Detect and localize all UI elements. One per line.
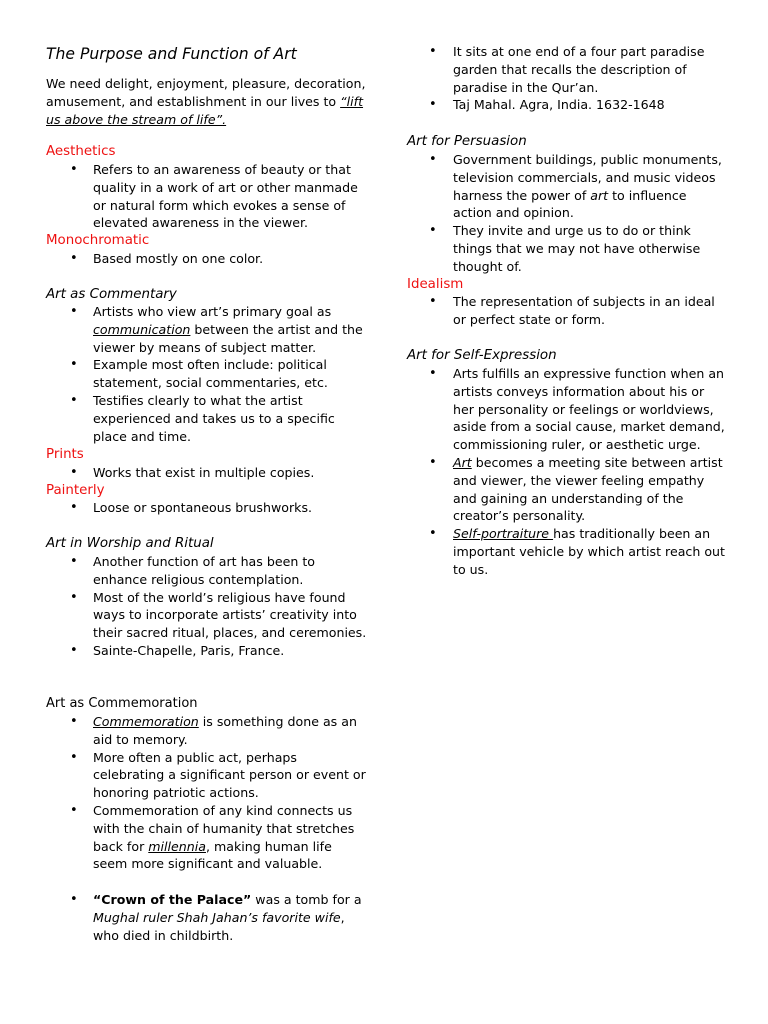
list-item: • Testifies clearly to what the artist experienced and takes us to a specific place and time. <box>46 392 368 445</box>
list-item: • Example most often include: political statement, social commentaries, etc. <box>46 356 368 392</box>
list-item: • They invite and urge us to do or think things that we may not have otherwise thought of. <box>407 222 727 275</box>
list-item: • Commemoration is something done as an aid to memory. <box>46 713 368 749</box>
list-item: • Commemoration of any kind connects us with the chain of humanity that stretches back for millennia, making human life seem more significant and valuable. <box>46 802 368 873</box>
heading-prints: Prints <box>46 447 84 462</box>
page-title: The Purpose and Function of Art <box>46 45 297 63</box>
list-item: • Sainte-Chapelle, Paris, France. <box>46 642 368 660</box>
list-item: • Loose or spontaneous brushworks. <box>46 499 368 517</box>
list-item: • The representation of subjects in an ideal or perfect state or form. <box>407 293 727 329</box>
worship-list <box>46 553 368 660</box>
list-item: • Based mostly on one color. <box>46 250 368 268</box>
list-item: • It sits at one end of a four part paradise garden that recalls the description of paradise in the Qur’an. <box>407 43 727 96</box>
heading-idealism: Idealism <box>407 277 464 292</box>
monochromatic-list <box>46 250 368 268</box>
self-expression-list <box>407 365 727 579</box>
heading-aesthetics: Aesthetics <box>46 144 116 159</box>
list-item: • Another function of art has been to enhance religious contemplation. <box>46 553 368 589</box>
heading-art-for-self-expression: Art for Self-Expression <box>407 348 557 363</box>
commemoration-list <box>46 713 368 873</box>
taj-mahal-list <box>407 43 727 114</box>
heading-art-in-worship: Art in Worship and Ritual <box>46 536 214 551</box>
list-item: • Art becomes a meeting site between artist and viewer, the viewer feeling empathy and gaining an understanding of the creator’s personality. <box>407 454 727 525</box>
heading-art-for-persuasion: Art for Persuasion <box>407 134 527 149</box>
list-item: • Artists who view art’s primary goal as communication between the artist and the viewer by means of subject matter. <box>46 303 368 356</box>
commemoration-list-continued <box>46 891 368 944</box>
aesthetics-list <box>46 161 368 232</box>
list-item: • More often a public act, perhaps celebrating a significant person or event or honoring patriotic actions. <box>46 749 368 802</box>
persuasion-list <box>407 151 727 276</box>
list-item: • Taj Mahal. Agra, India. 1632-1648 <box>407 96 727 114</box>
heading-art-as-commentary: Art as Commentary <box>46 287 177 302</box>
prints-list <box>46 464 368 482</box>
heading-painterly: Painterly <box>46 483 105 498</box>
list-item: • Refers to an awareness of beauty or that quality in a work of art or other manmade or natural form which evokes a sense of elevated awareness in the viewer. <box>46 161 368 232</box>
list-item: • Most of the world’s religious have found ways to incorporate artists’ creativity into their sacred ritual, places, and ceremonies. <box>46 589 368 642</box>
list-item: • Self-portraiture has traditionally been an important vehicle by which artist reach out to us. <box>407 525 727 578</box>
intro-paragraph: We need delight, enjoyment, pleasure, decoration, amusement, and establishment in our lives to “lift us above the stream of life”. <box>46 76 366 127</box>
painterly-list <box>46 499 368 517</box>
idealism-list <box>407 293 727 329</box>
list-item: • “Crown of the Palace” was a tomb for a Mughal ruler Shah Jahan’s favorite wife, who died in childbirth. <box>46 891 368 944</box>
heading-art-as-commemoration: Art as Commemoration <box>46 696 198 711</box>
commentary-list <box>46 303 368 445</box>
list-item: • Government buildings, public monuments, television commercials, and music videos harness the power of art to influence action and opinion. <box>407 151 727 222</box>
intro-quote: “lift us above the stream of life”. <box>46 93 364 127</box>
list-item: • Works that exist in multiple copies. <box>46 464 368 482</box>
list-item: • Arts fulfills an expressive function when an artists conveys information about his or her personality or feelings or worldviews, aside from a social cause, market demand, commissioning ruler, or aesthetic urge. <box>407 365 727 454</box>
heading-monochromatic: Monochromatic <box>46 233 150 248</box>
